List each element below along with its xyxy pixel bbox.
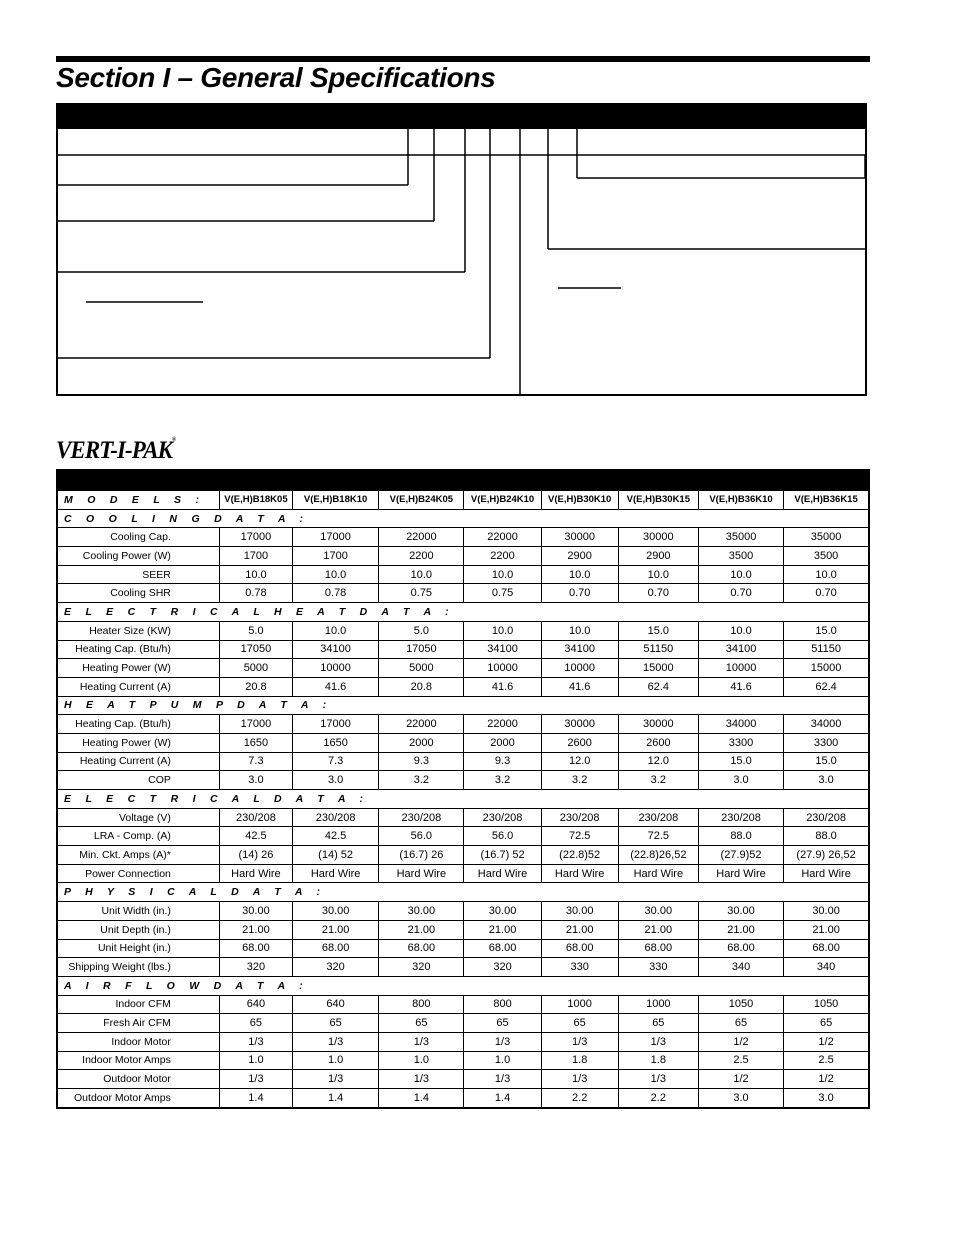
section-row bbox=[57, 883, 869, 902]
table-cell: 1/3 bbox=[618, 1070, 698, 1089]
specifications-table bbox=[56, 490, 870, 1109]
table-cell: 1000 bbox=[541, 995, 618, 1014]
row-label: Cooling Power (W) bbox=[57, 547, 219, 566]
table-cell: 2600 bbox=[618, 733, 698, 752]
table-cell: 1/3 bbox=[219, 1032, 292, 1051]
table-cell: 56.0 bbox=[464, 827, 541, 846]
table-cell: 30.00 bbox=[784, 902, 869, 921]
table-cell: 41.6 bbox=[292, 677, 378, 696]
table-cell: 3300 bbox=[784, 733, 869, 752]
table-row bbox=[57, 1089, 869, 1108]
row-label: Unit Height (in.) bbox=[57, 939, 219, 958]
table-cell: 1650 bbox=[219, 733, 292, 752]
table-cell: 5000 bbox=[379, 659, 464, 678]
table-cell: 0.70 bbox=[541, 584, 618, 603]
table-cell: 2000 bbox=[464, 733, 541, 752]
table-cell: 1/3 bbox=[379, 1070, 464, 1089]
table-cell: 320 bbox=[379, 958, 464, 977]
logo-text: VERT-I-PAK bbox=[56, 437, 173, 464]
model-header: V(E,H)B36K15 bbox=[784, 491, 869, 510]
table-cell: 1/3 bbox=[541, 1070, 618, 1089]
table-cell: 21.00 bbox=[464, 920, 541, 939]
table-cell: 320 bbox=[464, 958, 541, 977]
table-cell: 17000 bbox=[219, 715, 292, 734]
section-row bbox=[57, 790, 869, 809]
table-row bbox=[57, 808, 869, 827]
section-row bbox=[57, 976, 869, 995]
table-row bbox=[57, 621, 869, 640]
table-cell: 65 bbox=[219, 1014, 292, 1033]
table-cell: 21.00 bbox=[784, 920, 869, 939]
table-cell: 21.00 bbox=[698, 920, 783, 939]
table-cell: 2000 bbox=[379, 733, 464, 752]
table-cell: 3.2 bbox=[464, 771, 541, 790]
table-cell: 72.5 bbox=[618, 827, 698, 846]
table-cell: 30000 bbox=[618, 715, 698, 734]
table-cell: 21.00 bbox=[541, 920, 618, 939]
table-cell: 10.0 bbox=[784, 565, 869, 584]
table-cell: 68.00 bbox=[784, 939, 869, 958]
table-cell: Hard Wire bbox=[292, 864, 378, 883]
table-cell: 1/2 bbox=[698, 1070, 783, 1089]
table-cell: 800 bbox=[379, 995, 464, 1014]
row-label: Indoor CFM bbox=[57, 995, 219, 1014]
table-cell: 230/208 bbox=[464, 808, 541, 827]
table-cell: 10.0 bbox=[698, 565, 783, 584]
table-cell: 0.78 bbox=[219, 584, 292, 603]
table-cell: 22000 bbox=[464, 715, 541, 734]
table-cell: 800 bbox=[464, 995, 541, 1014]
table-cell: 320 bbox=[219, 958, 292, 977]
table-cell: 35000 bbox=[784, 528, 869, 547]
section-title: E L E C T R I C A L H E A T D A T A : bbox=[57, 603, 869, 622]
row-label: Heating Power (W) bbox=[57, 659, 219, 678]
table-row bbox=[57, 846, 869, 865]
table-cell: 30.00 bbox=[698, 902, 783, 921]
section-row bbox=[57, 696, 869, 715]
table-cell: 34100 bbox=[698, 640, 783, 659]
table-cell: 21.00 bbox=[292, 920, 378, 939]
section-title: H E A T P U M P D A T A : bbox=[57, 696, 869, 715]
row-label: Power Connection bbox=[57, 864, 219, 883]
table-cell: 22000 bbox=[379, 715, 464, 734]
table-row bbox=[57, 733, 869, 752]
table-cell: 68.00 bbox=[464, 939, 541, 958]
table-cell: 1.8 bbox=[618, 1051, 698, 1070]
table-cell: 65 bbox=[541, 1014, 618, 1033]
row-label: SEER bbox=[57, 565, 219, 584]
table-row bbox=[57, 565, 869, 584]
row-label: Voltage (V) bbox=[57, 808, 219, 827]
table-cell: 1000 bbox=[618, 995, 698, 1014]
table-cell: (27.9) 26,52 bbox=[784, 846, 869, 865]
table-cell: 1.0 bbox=[464, 1051, 541, 1070]
table-cell: 0.75 bbox=[464, 584, 541, 603]
table-cell: 2600 bbox=[541, 733, 618, 752]
table-cell: (14) 26 bbox=[219, 846, 292, 865]
model-header: V(E,H)B24K10 bbox=[464, 491, 541, 510]
row-label: Heating Cap. (Btu/h) bbox=[57, 715, 219, 734]
table-row bbox=[57, 958, 869, 977]
table-cell: 3.2 bbox=[541, 771, 618, 790]
table-cell: 5.0 bbox=[219, 621, 292, 640]
table-cell: 30000 bbox=[618, 528, 698, 547]
table-cell: 72.5 bbox=[541, 827, 618, 846]
table-cell: 30.00 bbox=[292, 902, 378, 921]
table-cell: 17050 bbox=[379, 640, 464, 659]
table-row bbox=[57, 1051, 869, 1070]
table-cell: 17000 bbox=[292, 528, 378, 547]
table-cell: 17050 bbox=[219, 640, 292, 659]
table-cell: 20.8 bbox=[379, 677, 464, 696]
table-cell: 2.5 bbox=[784, 1051, 869, 1070]
model-header: V(E,H)B36K10 bbox=[698, 491, 783, 510]
section-row bbox=[57, 603, 869, 622]
table-cell: 3.2 bbox=[379, 771, 464, 790]
table-row bbox=[57, 715, 869, 734]
table-cell: 21.00 bbox=[219, 920, 292, 939]
table-cell: 1/3 bbox=[379, 1032, 464, 1051]
row-label: Outdoor Motor bbox=[57, 1070, 219, 1089]
section-title: E L E C T R I C A L D A T A : bbox=[57, 790, 869, 809]
table-cell: 1/3 bbox=[292, 1070, 378, 1089]
table-cell: 7.3 bbox=[292, 752, 378, 771]
table-row bbox=[57, 584, 869, 603]
table-cell: 62.4 bbox=[784, 677, 869, 696]
models-row bbox=[57, 491, 869, 510]
table-cell: 1700 bbox=[219, 547, 292, 566]
table-cell: 1/2 bbox=[698, 1032, 783, 1051]
section-row bbox=[57, 509, 869, 528]
table-cell: 10000 bbox=[541, 659, 618, 678]
table-cell: 17000 bbox=[219, 528, 292, 547]
model-header: V(E,H)B18K05 bbox=[219, 491, 292, 510]
row-label: Shipping Weight (lbs.) bbox=[57, 958, 219, 977]
table-cell: 51150 bbox=[784, 640, 869, 659]
table-cell: 1/3 bbox=[541, 1032, 618, 1051]
row-label: LRA - Comp. (A) bbox=[57, 827, 219, 846]
table-cell: 5.0 bbox=[379, 621, 464, 640]
table-cell: 10.0 bbox=[219, 565, 292, 584]
table-cell: 15.0 bbox=[784, 752, 869, 771]
table-cell: 10.0 bbox=[292, 621, 378, 640]
table-cell: 65 bbox=[464, 1014, 541, 1033]
table-cell: 340 bbox=[784, 958, 869, 977]
table-cell: 3500 bbox=[784, 547, 869, 566]
table-cell: 21.00 bbox=[379, 920, 464, 939]
table-cell: Hard Wire bbox=[379, 864, 464, 883]
table-cell: 15.0 bbox=[618, 621, 698, 640]
table-cell: 65 bbox=[784, 1014, 869, 1033]
row-label: Heating Current (A) bbox=[57, 752, 219, 771]
table-cell: 41.6 bbox=[464, 677, 541, 696]
table-row bbox=[57, 995, 869, 1014]
table-cell: (16.7) 52 bbox=[464, 846, 541, 865]
table-cell: Hard Wire bbox=[698, 864, 783, 883]
table-cell: 68.00 bbox=[618, 939, 698, 958]
row-label: Outdoor Motor Amps bbox=[57, 1089, 219, 1108]
table-cell: 30.00 bbox=[219, 902, 292, 921]
table-cell: 230/208 bbox=[784, 808, 869, 827]
table-cell: 65 bbox=[292, 1014, 378, 1033]
table-cell: 0.70 bbox=[618, 584, 698, 603]
table-cell: 34100 bbox=[464, 640, 541, 659]
table-cell: 10.0 bbox=[618, 565, 698, 584]
table-cell: 1050 bbox=[784, 995, 869, 1014]
table-cell: 230/208 bbox=[292, 808, 378, 827]
row-label: Heating Cap. (Btu/h) bbox=[57, 640, 219, 659]
table-cell: 2.2 bbox=[618, 1089, 698, 1108]
row-label: Indoor Motor bbox=[57, 1032, 219, 1051]
row-label: Heater Size (KW) bbox=[57, 621, 219, 640]
table-cell: 34000 bbox=[698, 715, 783, 734]
table-row bbox=[57, 547, 869, 566]
table-cell: 35000 bbox=[698, 528, 783, 547]
table-cell: 10.0 bbox=[464, 565, 541, 584]
table-row bbox=[57, 528, 869, 547]
table-cell: 15.0 bbox=[698, 752, 783, 771]
model-header: V(E,H)B18K10 bbox=[292, 491, 378, 510]
table-cell: 68.00 bbox=[219, 939, 292, 958]
table-row bbox=[57, 1014, 869, 1033]
table-cell: 10.0 bbox=[698, 621, 783, 640]
table-cell: 1.4 bbox=[219, 1089, 292, 1108]
spec-table-header-bar bbox=[56, 469, 870, 490]
table-cell: 21.00 bbox=[618, 920, 698, 939]
table-row bbox=[57, 677, 869, 696]
table-row bbox=[57, 752, 869, 771]
row-label: Heating Current (A) bbox=[57, 677, 219, 696]
table-cell: 88.0 bbox=[698, 827, 783, 846]
table-cell: 3.0 bbox=[292, 771, 378, 790]
table-cell: 41.6 bbox=[541, 677, 618, 696]
table-row bbox=[57, 902, 869, 921]
page-title: Section I – General Specifications bbox=[56, 62, 496, 93]
table-cell: 30.00 bbox=[618, 902, 698, 921]
table-cell: 9.3 bbox=[464, 752, 541, 771]
table-cell: 7.3 bbox=[219, 752, 292, 771]
table-cell: 68.00 bbox=[379, 939, 464, 958]
table-cell: 640 bbox=[292, 995, 378, 1014]
table-cell: 1.4 bbox=[379, 1089, 464, 1108]
model-header: V(E,H)B30K10 bbox=[541, 491, 618, 510]
table-cell: 68.00 bbox=[541, 939, 618, 958]
table-cell: 56.0 bbox=[379, 827, 464, 846]
table-cell: 42.5 bbox=[292, 827, 378, 846]
table-cell: Hard Wire bbox=[618, 864, 698, 883]
row-label: Fresh Air CFM bbox=[57, 1014, 219, 1033]
table-cell: 3.0 bbox=[784, 771, 869, 790]
table-cell: Hard Wire bbox=[541, 864, 618, 883]
table-cell: 22000 bbox=[464, 528, 541, 547]
table-cell: 1.0 bbox=[379, 1051, 464, 1070]
table-cell: 0.70 bbox=[698, 584, 783, 603]
table-cell: 10000 bbox=[464, 659, 541, 678]
table-row bbox=[57, 827, 869, 846]
table-cell: 34000 bbox=[784, 715, 869, 734]
table-cell: 2.5 bbox=[698, 1051, 783, 1070]
table-cell: 12.0 bbox=[541, 752, 618, 771]
table-cell: (22.8)26,52 bbox=[618, 846, 698, 865]
table-cell: 65 bbox=[618, 1014, 698, 1033]
table-cell: 10.0 bbox=[292, 565, 378, 584]
registered-mark: ® bbox=[172, 437, 176, 443]
table-cell: 20.8 bbox=[219, 677, 292, 696]
table-cell: 10.0 bbox=[464, 621, 541, 640]
table-cell: 1.0 bbox=[292, 1051, 378, 1070]
row-label: Cooling SHR bbox=[57, 584, 219, 603]
table-cell: 10.0 bbox=[379, 565, 464, 584]
table-cell: 15.0 bbox=[784, 621, 869, 640]
table-row bbox=[57, 640, 869, 659]
table-cell: 15000 bbox=[784, 659, 869, 678]
table-cell: Hard Wire bbox=[219, 864, 292, 883]
table-cell: 230/208 bbox=[379, 808, 464, 827]
specifications-table-wrapper bbox=[56, 469, 870, 1109]
table-cell: 1.4 bbox=[464, 1089, 541, 1108]
vert-i-pak-logo bbox=[56, 437, 175, 465]
table-cell: 230/208 bbox=[698, 808, 783, 827]
model-header: V(E,H)B24K05 bbox=[379, 491, 464, 510]
table-cell: 1650 bbox=[292, 733, 378, 752]
table-cell: 2900 bbox=[541, 547, 618, 566]
table-cell: 30.00 bbox=[541, 902, 618, 921]
table-cell: 330 bbox=[618, 958, 698, 977]
table-cell: 230/208 bbox=[541, 808, 618, 827]
table-cell: 10000 bbox=[698, 659, 783, 678]
table-cell: 1/3 bbox=[618, 1032, 698, 1051]
table-cell: 65 bbox=[379, 1014, 464, 1033]
row-label: Unit Width (in.) bbox=[57, 902, 219, 921]
table-cell: 17000 bbox=[292, 715, 378, 734]
table-cell: 30.00 bbox=[464, 902, 541, 921]
table-cell: 340 bbox=[698, 958, 783, 977]
table-cell: 3.2 bbox=[618, 771, 698, 790]
table-cell: 1/2 bbox=[784, 1070, 869, 1089]
table-cell: 30.00 bbox=[379, 902, 464, 921]
table-cell: 3.0 bbox=[784, 1089, 869, 1108]
table-cell: 2.2 bbox=[541, 1089, 618, 1108]
table-cell: 1050 bbox=[698, 995, 783, 1014]
row-label: Indoor Motor Amps bbox=[57, 1051, 219, 1070]
table-row bbox=[57, 1070, 869, 1089]
table-cell: 3500 bbox=[698, 547, 783, 566]
row-label: Cooling Cap. bbox=[57, 528, 219, 547]
table-cell: 1/3 bbox=[292, 1032, 378, 1051]
table-cell: 51150 bbox=[618, 640, 698, 659]
table-cell: 3.0 bbox=[698, 771, 783, 790]
row-label: COP bbox=[57, 771, 219, 790]
table-cell: 88.0 bbox=[784, 827, 869, 846]
table-cell: 320 bbox=[292, 958, 378, 977]
table-row bbox=[57, 659, 869, 678]
table-cell: Hard Wire bbox=[784, 864, 869, 883]
table-cell: 42.5 bbox=[219, 827, 292, 846]
table-cell: 62.4 bbox=[618, 677, 698, 696]
model-header: V(E,H)B30K15 bbox=[618, 491, 698, 510]
table-cell: 1.0 bbox=[219, 1051, 292, 1070]
row-label: Unit Depth (in.) bbox=[57, 920, 219, 939]
table-row bbox=[57, 864, 869, 883]
table-cell: (27.9)52 bbox=[698, 846, 783, 865]
table-cell: 10.0 bbox=[541, 565, 618, 584]
table-cell: 12.0 bbox=[618, 752, 698, 771]
table-cell: (16.7) 26 bbox=[379, 846, 464, 865]
table-row bbox=[57, 920, 869, 939]
table-cell: 9.3 bbox=[379, 752, 464, 771]
table-cell: 34100 bbox=[541, 640, 618, 659]
table-cell: 3.0 bbox=[219, 771, 292, 790]
table-cell: 0.75 bbox=[379, 584, 464, 603]
section-title: C O O L I N G D A T A : bbox=[57, 509, 869, 528]
table-cell: 1700 bbox=[292, 547, 378, 566]
table-cell: 330 bbox=[541, 958, 618, 977]
table-cell: 10000 bbox=[292, 659, 378, 678]
table-cell: 1.4 bbox=[292, 1089, 378, 1108]
table-cell: 30000 bbox=[541, 715, 618, 734]
table-cell: 2200 bbox=[464, 547, 541, 566]
table-cell: 2200 bbox=[379, 547, 464, 566]
table-cell: (22.8)52 bbox=[541, 846, 618, 865]
model-number-diagram bbox=[56, 103, 867, 396]
table-row bbox=[57, 939, 869, 958]
table-cell: 2900 bbox=[618, 547, 698, 566]
table-cell: 41.6 bbox=[698, 677, 783, 696]
table-cell: 22000 bbox=[379, 528, 464, 547]
table-cell: 68.00 bbox=[292, 939, 378, 958]
table-cell: 1/3 bbox=[464, 1070, 541, 1089]
table-cell: 1/3 bbox=[464, 1032, 541, 1051]
table-cell: 30000 bbox=[541, 528, 618, 547]
table-cell: 230/208 bbox=[618, 808, 698, 827]
table-cell: 5000 bbox=[219, 659, 292, 678]
table-cell: 0.78 bbox=[292, 584, 378, 603]
table-cell: 1/2 bbox=[784, 1032, 869, 1051]
table-cell: 65 bbox=[698, 1014, 783, 1033]
models-label: M O D E L S : bbox=[57, 491, 219, 510]
table-cell: 68.00 bbox=[698, 939, 783, 958]
table-cell: (14) 52 bbox=[292, 846, 378, 865]
table-cell: 640 bbox=[219, 995, 292, 1014]
table-cell: 230/208 bbox=[219, 808, 292, 827]
table-cell: 3300 bbox=[698, 733, 783, 752]
table-cell: 15000 bbox=[618, 659, 698, 678]
row-label: Min. Ckt. Amps (A)* bbox=[57, 846, 219, 865]
table-cell: 0.70 bbox=[784, 584, 869, 603]
table-row bbox=[57, 771, 869, 790]
row-label: Heating Power (W) bbox=[57, 733, 219, 752]
section-title: A I R F L O W D A T A : bbox=[57, 976, 869, 995]
section-title: P H Y S I C A L D A T A : bbox=[57, 883, 869, 902]
table-cell: 1/3 bbox=[219, 1070, 292, 1089]
table-cell: 34100 bbox=[292, 640, 378, 659]
table-cell: 1.8 bbox=[541, 1051, 618, 1070]
table-cell: Hard Wire bbox=[464, 864, 541, 883]
table-row bbox=[57, 1032, 869, 1051]
table-cell: 10.0 bbox=[541, 621, 618, 640]
table-cell: 3.0 bbox=[698, 1089, 783, 1108]
